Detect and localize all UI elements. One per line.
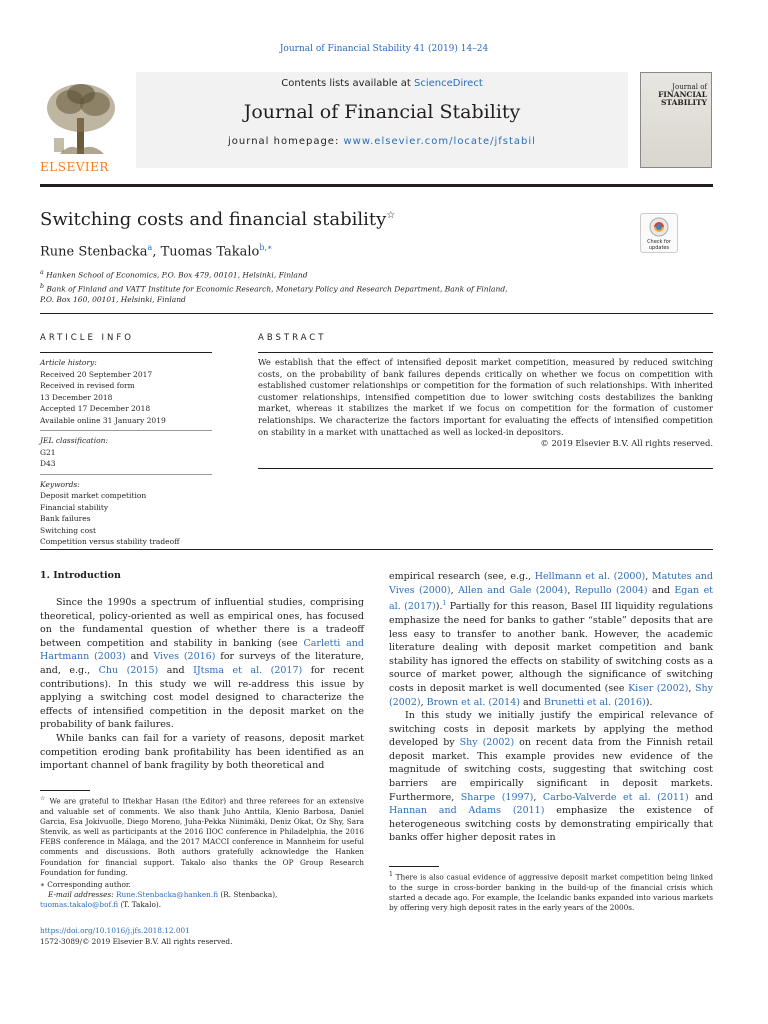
acknowledgement-footnote (40, 794, 364, 878)
citation-link[interactable]: Hannan and Adams (2011) (389, 805, 545, 817)
citation-link[interactable]: Hellmann et al. (2000) (534, 571, 646, 582)
abstract-rule (258, 352, 713, 353)
article-info-rule (40, 352, 212, 353)
text-run: , (450, 584, 459, 596)
email-line-2 (40, 900, 364, 910)
keyword: Competition versus stability tradeoff (40, 537, 180, 546)
article-info-heading: ARTICLE INFO (40, 333, 134, 343)
citation-link[interactable]: Kiser (2002) (628, 682, 689, 694)
body-column-left (40, 596, 364, 773)
crossmark-icon (649, 217, 669, 237)
affiliations (40, 267, 560, 305)
citation-link[interactable]: Chu (2015) (98, 664, 159, 676)
sciencedirect-link[interactable]: ScienceDirect (414, 78, 483, 89)
abstract-heading: ABSTRACT (258, 333, 327, 343)
info-divider (40, 474, 212, 475)
elsevier-tree-icon (40, 80, 122, 160)
text-run: and (647, 584, 675, 596)
jel-label: JEL classification: (40, 436, 108, 445)
abstract-text: We establish that the effect of intensified deposit market competition, measured by reduced switching costs, on the probability of bank failures depends critically on whether we focus on competition with established customer relationships or competition for the formation of such relationships. With inherited customer relationships, intensified competition due to lower switching costs destabilizes the banking market, whereas it stabilizes the market if we focus on competition for the formation of customer relationships. We characterize the factors important for evaluating the effects of intensified competition on stability in a market with unattached as well as locked-in depositors. (258, 357, 713, 437)
intro-paragraph-1 (40, 596, 364, 732)
footnote-rule-right (389, 866, 439, 867)
email-link-1[interactable]: Rune.Stenbacka@hanken.fi (116, 890, 219, 900)
homepage-prefix: journal homepage: (228, 136, 344, 147)
intro-paragraph-2: While banks can fail for a variety of reasons, deposit market competition eroding bank profitability has been identified as an important channel of bank fragility by both theoretical and (40, 732, 364, 772)
history-item: Received 20 September 2017 (40, 369, 153, 379)
journal-cover-thumbnail[interactable] (640, 72, 712, 168)
homepage-link[interactable]: www.elsevier.com/locate/jfstabil (343, 136, 536, 147)
corresponding-author-block (40, 880, 364, 911)
citation-link[interactable]: Brunetti et al. (2016) (543, 696, 646, 708)
check-for-updates-label: Check for updates (647, 239, 671, 251)
keyword: Bank failures (40, 514, 91, 523)
citation-link[interactable]: Brown et al. (2014) (426, 696, 520, 708)
affiliation-a (40, 267, 560, 281)
email-line (40, 890, 364, 900)
text-run: emphasize the existence of heterogeneous switching costs by demonstrating empirically that banks offer higher deposit rates in (389, 805, 713, 844)
affiliation-b-line2: P.O. Box 160, 00101, Helsinki, Finland (40, 295, 186, 304)
citation-link[interactable]: Sharpe (1997) (460, 791, 534, 803)
body-rule (40, 549, 713, 550)
footnote-1-mark: 1 (389, 871, 393, 878)
elsevier-wordmark: ELSEVIER (40, 160, 109, 174)
journal-title: Journal of Financial Stability (243, 101, 521, 123)
citation-link[interactable]: Carletti and Hartmann (2003) (40, 637, 364, 663)
history-item: Received in revised form (40, 381, 135, 390)
text-run: Partially for this reason, Basel III liquidity regulations emphasize the need for banks to gather “stable” deposits that are less easy to transfer to another bank. However, the academic literature dealing with deposit market competition and bank stability has ignored the effects on stability of switching costs as a source of market power, although the significance of switching costs in deposit market is well documented (see (389, 601, 714, 694)
journal-reference-link[interactable]: Journal of Financial Stability 41 (2019) 14–24 (279, 44, 489, 54)
affiliation-b (40, 281, 560, 295)
header-rule (40, 184, 713, 187)
title-footnote-mark[interactable]: ☆ (386, 210, 396, 221)
citation-link[interactable]: Allen and Gale (2004) (458, 584, 568, 596)
text-run: on recent data from the Finnish retail deposit market. This example provides new evidence of the magnitude of switching costs, suggesting that switching cost barriers are empirically significant in deposit markets. Furthermore, (389, 737, 713, 803)
info-divider (40, 430, 212, 431)
cover-line3: STABILITY (661, 98, 707, 107)
email-label: E-mail addresses: (48, 890, 114, 900)
citation-link[interactable]: Shy (2002) (389, 682, 713, 708)
footnote-1 (389, 870, 713, 913)
author-line (40, 243, 272, 259)
affil-b-text: Bank of Finland and VATT Institute for Economic Research, Monetary Policy and Research Department, Bank of Finland, (46, 284, 508, 293)
keyword: Financial stability (40, 502, 109, 512)
body-column-right (389, 570, 713, 845)
jel-code: G21 (40, 447, 56, 457)
footnote-1-link[interactable]: 1 (442, 600, 447, 608)
citation-link[interactable]: Carbo-Valverde et al. (2011) (542, 791, 689, 803)
email-link-2[interactable]: tuomas.takalo@bof.fi (40, 900, 119, 910)
corr-text: Corresponding author. (47, 880, 131, 889)
affil-b-mark: b (40, 282, 45, 290)
text-run: , (533, 791, 543, 803)
author-1-affil-link[interactable]: a (147, 243, 153, 252)
citation-link[interactable]: Egan et al. (2017) (389, 584, 714, 613)
affil-a-text: Hanken School of Economics, P.O. Box 479, 00101, Helsinki, Finland (46, 270, 308, 280)
text-run: ). (435, 601, 443, 613)
intro-paragraph-3 (389, 570, 713, 709)
contents-line (136, 78, 628, 89)
email-owner-2: (T. Takalo). (118, 900, 162, 910)
email-owner-1: (R. Stenbacka), (218, 890, 278, 900)
text-run: empirical research (see, e.g., (389, 571, 535, 582)
text-run: Since the 1990s a spectrum of influential studies, comprising theoretical, policy-oriented as well as empirical ones, has focused on the fundamental question of whether there is a tradeoff between competition and stability in banking (see (40, 597, 364, 649)
footnote-1-text: There is also casual evidence of aggressive deposit market competition being linked to the surge in cross-border banking in the build-up of the financial crisis which started a decade ago. For example, the Icelandic banks expanded into various markets by offering very high deposit rates in the early years of the 2000s. (389, 872, 713, 913)
history-label: Article history: (40, 358, 97, 367)
text-run: , (688, 682, 695, 694)
text-run: and (158, 664, 194, 676)
article-info-column (40, 357, 212, 548)
history-item: Accepted 17 December 2018 (40, 404, 151, 413)
text-run: ). (645, 696, 653, 708)
keyword: Deposit market competition (40, 491, 147, 500)
text-run: and (519, 696, 544, 708)
doi-link[interactable]: https://doi.org/10.1016/j.jfs.2018.12.001 (40, 926, 190, 935)
journal-header (40, 70, 713, 174)
history-item: 13 December 2018 (40, 392, 113, 402)
text-run: for recent contributions). In this study we will re-address this issue by applying a switching cost model designed to characterize the effects of intensified competition in the deposit market on the probability of bank failures. (40, 664, 364, 731)
text-run: and (688, 791, 713, 803)
check-for-updates-badge[interactable] (640, 213, 678, 253)
citation-link[interactable]: IJtsma et al. (2017) (193, 664, 303, 676)
cover-line1: Journal of (672, 83, 707, 91)
keywords-label: Keywords: (40, 479, 80, 489)
section-rule (40, 313, 713, 314)
footnote-star-text: We are grateful to Iftekhar Hasan (the Editor) and three referees for an extensive and valuable set of comments. We also thank Juho Anttila, Klenio Barbosa, Daniel Garcia, Esa Jokivuolle, Diego Moreno, Juha-Pekka Niinimäki, Deniz Okat, Oz Shy, Sara Stenvik, as well as participants at the 2016 IIOC conference in Philadelphia, the 2016 FEBS conference in Málaga, and the 2017 MACCI conference in Mannheim for useful comments and discussions. Both authors gratefully acknowledge the Hanken Foundation for financial support. Takalo also thanks the OP Group Research Foundation for funding. (40, 796, 365, 877)
citation-link[interactable]: Shy (2002) (459, 737, 515, 749)
contents-prefix: Contents lists available at (281, 78, 415, 89)
text-run: , (645, 571, 652, 582)
doi-block (40, 925, 364, 947)
author-2: Tuomas Takalo (160, 244, 260, 260)
text-run: , (420, 696, 427, 708)
corr-mark: ∗ (40, 880, 45, 889)
history-item: Available online 31 January 2019 (40, 415, 166, 425)
homepage-line (136, 136, 628, 147)
elsevier-logo (40, 80, 122, 172)
corresponding-author-line (40, 880, 364, 890)
author-1: Rune Stenbacka (40, 244, 148, 260)
abstract-rights: © 2019 Elsevier B.V. All rights reserved. (540, 438, 713, 449)
abstract-body (258, 357, 713, 450)
introduction-heading: 1. Introduction (40, 570, 121, 581)
citation-link[interactable]: Repullo (2004) (574, 584, 648, 596)
citation-link[interactable]: Matutes and Vives (2000) (389, 571, 713, 596)
issn-line: 1572-3089/© 2019 Elsevier B.V. All rights reserved. (40, 937, 233, 946)
author-separator: , (152, 244, 161, 260)
jel-code: D43 (40, 459, 56, 468)
text-run: for surveys of the literature, and, e.g., (40, 651, 365, 676)
article-title-text: Switching costs and financial stability (40, 209, 387, 230)
abstract-bottom-rule (258, 468, 713, 469)
text-run: and (125, 651, 154, 663)
article-title (40, 209, 395, 230)
text-run: In this study we initially justify the empirical relevance of switching costs in deposit markets by applying the method developed by (389, 710, 713, 749)
cover-line2: FINANCIAL (658, 90, 707, 99)
author-2-affil-link[interactable]: b,∗ (259, 243, 273, 252)
text-run: , (567, 584, 575, 596)
keyword: Switching cost (40, 525, 96, 535)
intro-paragraph-4 (389, 709, 713, 845)
journal-header-center (136, 72, 628, 168)
citation-link[interactable]: Vives (2016) (153, 651, 216, 663)
affil-a-mark: a (40, 269, 44, 276)
footnote-star-mark: ☆ (40, 795, 47, 802)
footnote-rule (40, 790, 90, 791)
